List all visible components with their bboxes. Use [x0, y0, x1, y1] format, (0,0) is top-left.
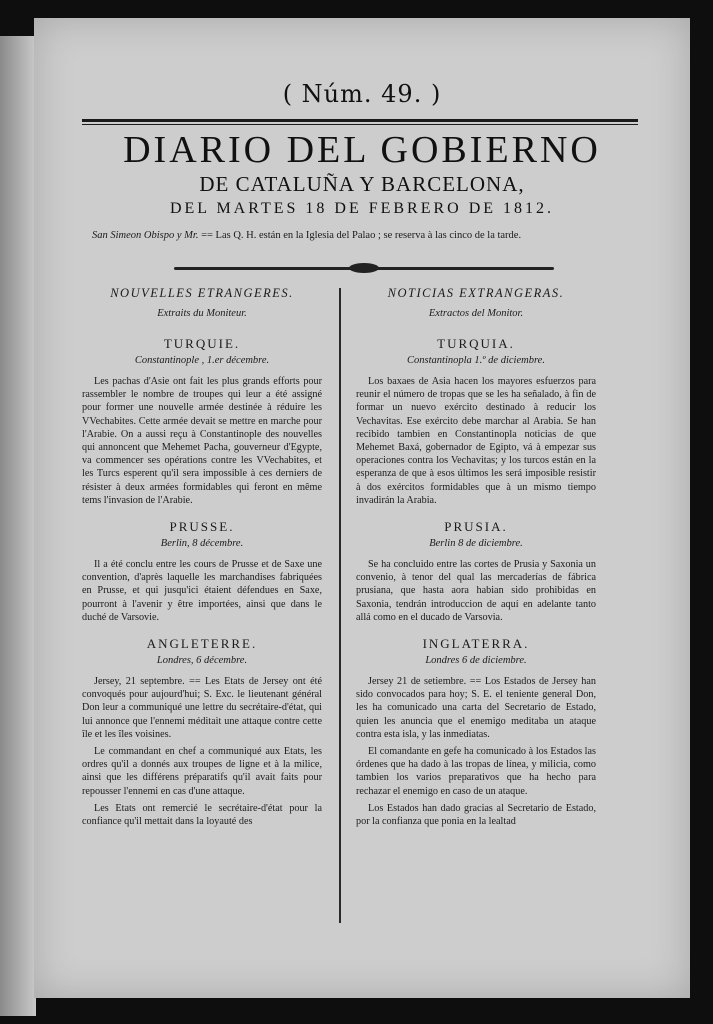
newspaper-title: DIARIO DEL GOBIERNO	[123, 129, 601, 171]
article-paragraph: Se ha concluido entre las cortes de Prusia y Saxonia un convenio, à tenor del qual las mercaderías de fábrica prusiana, que hasta aora habian sido prohibidas en Saxonia, tendrán introduccion de aquí en adelante tanto allá como en el ducado de Varsovia.	[356, 559, 596, 623]
article-paragraph: Jersey 21 de setiembre. == Los Estados de Jersey han sido convocados para hoy; S. E. el teniente general Don, les ha comunicado una carta del Secretario de Estado, quien les anuncia que el enemigo meditaba un ataque contra esta isla, y las inmediatas.	[356, 676, 596, 740]
article-paragraph: Jersey, 21 septembre. == Les Etats de Jersey ont été convoqués pour aujourd'hui; S. Exc. le lieutenant général Don leur a communiqué une lettre du secrétaire-d'état, qui lui annonce que l'ennemi méditait une attaque contre cette île et les îles voisines.	[82, 676, 322, 740]
article-paragraph: El comandante en gefe ha comunicado à los Estados las órdenes que ha dado à las tropas de línea, y milicia, como tambien los varios preparativos que ha hecho para rechazar el enemigo en caso de un ataque.	[356, 746, 596, 797]
section-country: PRUSSE.	[169, 519, 235, 535]
section-place: Londres 6 de diciembre.	[425, 655, 527, 667]
left-column-french	[82, 286, 322, 828]
header-rule	[82, 119, 638, 122]
section-place: Berlin 8 de diciembre.	[429, 538, 523, 550]
section-country: ANGLETERRE.	[146, 636, 258, 652]
issue-date: DEL MARTES 18 DE FEBRERO DE 1812.	[169, 200, 555, 217]
article-paragraph: Le commandant en chef a communiqué aux Etats, les ordres qu'il a donnés aux troupes de ligne et à la milice, ainsi que les différens préparatifs qu'il avait faits pour repousser l'ennemi en cas d'une attaque.	[82, 746, 322, 797]
newspaper-page	[34, 18, 690, 998]
section-place: Londres, 6 décembre.	[156, 655, 248, 667]
article-paragraph: Los Estados han dado gracias al Secretario de Estado, por la confianza que ponia en la lealtad	[356, 802, 596, 828]
issue-number: ( Núm. 49. )	[282, 80, 442, 108]
section-country: TURQUIA.	[437, 336, 515, 351]
right-column-spanish	[356, 286, 596, 828]
notice-saint: San Simeon Obispo y Mr.	[92, 230, 199, 241]
section-place: Berlin, 8 décembre.	[160, 538, 244, 550]
column-heading: NOTICIAS EXTRANGERAS.	[387, 286, 565, 300]
section-country: INGLATERRA.	[422, 636, 530, 652]
article-paragraph: Les pachas d'Asie ont fait les plus grands efforts pour rassembler le nombre de troupes qui leur a été assigné pour former une nouvelle armée destinée à réduire les VVechabites. Cette armée devait se mettre en marche pour l'Arabie. On a aussi reçu à Constantinople des nouvelles qui annoncent que Mehemet Pacha, gouverneur d'Egypte, va commencer ses opérations contre les VVechabites, et les Turcs esperent qu'il sera impossible à ces derniers de résister à deux armées formidables qui feront en même tems l'invasion de l'Arabie.	[82, 376, 322, 506]
section-country: TURQUIE.	[163, 336, 241, 351]
section-place: Constantinople , 1.er décembre.	[134, 355, 270, 366]
column-source: Extractos del Monitor.	[428, 308, 524, 319]
previous-page-edge	[0, 36, 36, 1016]
daily-notice	[92, 229, 632, 243]
article-paragraph: Les Etats ont remercié le secrétaire-d'état pour la confiance qu'il mettait dans la loyauté des	[82, 802, 322, 828]
section-country: PRUSIA.	[444, 519, 508, 535]
column-source: Extraits du Moniteur.	[157, 308, 247, 319]
section-place: Constantinopla 1.º de diciembre.	[407, 355, 545, 366]
ornament-center	[349, 263, 379, 273]
article-paragraph: Los baxaes de Asia hacen los mayores esfuerzos para reunir el número de tropas que se les ha señalado, à fin de formar un nuevo exército destinado à reducir los Vechavitas. Ese exército debe marchar al Arabia. Se han recibido tambien en Constantinopla noticias de que Mehemet Baxá, gobernador de Egipto, vá à empezar sus operaciones contra los Vechavitas; y los turcos están en la esperanza de que à esos últimos les será imposible resistir à dos exércitos formidables que à un mismo tiempo invadirán la Arabia.	[356, 376, 596, 506]
notice-text: == Las Q. H. están en la Iglesia del Palao ; se reserva à las cinco de la tarde.	[201, 230, 522, 241]
column-heading: NOUVELLES ETRANGERES.	[110, 286, 294, 300]
column-divider	[339, 288, 341, 923]
newspaper-subtitle: DE CATALUÑA Y BARCELONA,	[199, 172, 525, 196]
header-rule-thin	[82, 124, 638, 125]
article-paragraph: Il a été conclu entre les cours de Prusse et de Saxe une convention, d'après laquelle les marchandises fabriquées en Prusse, et qui jusqu'ici étaient défendues en Saxe, pourront à l'avenir y être importées, ainsi que dans le duché de Varsovie.	[82, 559, 322, 623]
